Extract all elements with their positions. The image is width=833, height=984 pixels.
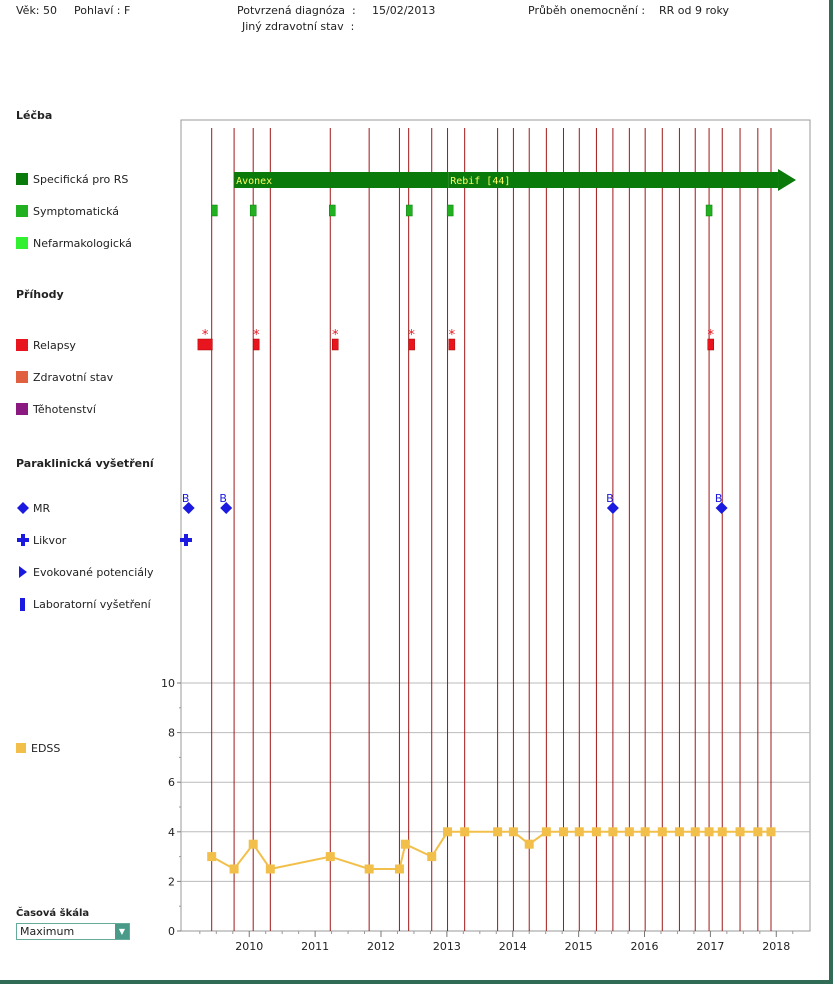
legend-health-label: Zdravotní stav [33,370,114,384]
relapse-asterisk: * [448,328,456,343]
y-tick-label: 2 [168,875,175,889]
section-events: Příhody [16,288,64,301]
legend-pregnancy-label: Těhotenství [33,402,96,416]
diagnosis-label: Potvrzená diagnóza : [237,4,356,17]
y-tick-label: 0 [168,925,175,938]
section-paraclinical: Paraklinická vyšetření [16,457,154,470]
edss-point [493,827,502,836]
course-value: RR od 9 roky [659,4,729,17]
edss-point [427,852,436,861]
x-tick-label: 2018 [762,940,791,953]
x-tick-label: 2016 [630,940,659,953]
treatment-label-2: Rebif [44] [450,176,511,187]
x-tick-label: 2011 [301,940,330,953]
edss-point [675,827,684,836]
relapse-asterisk: * [707,328,715,343]
x-tick-label: 2015 [564,940,593,953]
edss-point [365,865,374,874]
edss-point [575,827,584,836]
patient-age: Věk: 50 [16,4,58,17]
x-tick-label: 2013 [432,940,461,953]
edss-point [460,827,469,836]
x-tick-label: 2010 [235,940,264,953]
symptomatic-marker [250,205,256,216]
section-treatment: Léčba [16,109,53,122]
edss-point [230,865,239,874]
edss-point [559,827,568,836]
edss-point [525,840,534,849]
legend-relapse-label: Relapsy [33,338,76,352]
other-health-label: Jiný zdravotní stav : [242,20,355,33]
relapse-asterisk: * [332,328,339,343]
mr-label: B [219,492,227,505]
edss-point [767,827,776,836]
edss-point [266,865,275,874]
legend-evoked-label: Evokované potenciály [33,565,154,579]
x-tick-label: 2017 [696,940,725,953]
edss-point [542,827,551,836]
symptomatic-marker [447,205,453,216]
plot-frame [181,120,810,931]
edss-point [207,852,216,861]
course-label: Průběh onemocnění : [528,4,646,17]
symptomatic-marker [211,205,217,216]
edss-point [718,827,727,836]
edss-point [658,827,667,836]
patient-sex: Pohlaví : F [74,4,131,17]
symptomatic-marker [706,205,712,216]
mr-label: B [181,492,190,505]
edss-point [509,827,518,836]
edss-point [395,865,404,874]
edss-point [443,827,452,836]
edss-point [592,827,601,836]
legend-lab-label: Laboratorní vyšetření [33,597,151,611]
relapse-asterisk: * [408,328,415,343]
mr-label: B [606,492,614,505]
edss-point [753,827,762,836]
legend-specific-label: Specifická pro RS [33,172,129,186]
relapse-asterisk: * [252,328,260,343]
edss-point [608,827,617,836]
edss-point [326,852,335,861]
edss-point [401,840,410,849]
relapse-asterisk: * [201,328,209,343]
edss-point [691,827,700,836]
edss-point [249,840,258,849]
diagnosis-date: 15/02/2013 [372,4,436,17]
edss-point [625,827,634,836]
legend-csf-label: Likvor [33,533,67,547]
time-scale-value: Maximum [20,925,75,938]
chevron-down-icon[interactable]: ▼ [115,924,129,939]
time-scale-label: Časová škála [16,908,90,919]
y-tick-label: 8 [168,726,175,740]
y-tick-label: 6 [168,776,175,790]
legend-nonpharm-label: Nefarmakologická [33,236,132,250]
x-tick-label: 2014 [498,940,527,953]
edss-point [736,827,745,836]
treatment-label-1: Avonex [236,176,273,187]
y-tick-label: 10 [161,677,175,690]
x-tick-label: 2012 [367,940,395,953]
symptomatic-marker [406,205,412,216]
mr-label: B [714,492,723,505]
legend-mr-label: MR [33,501,51,515]
symptomatic-marker [329,205,335,216]
legend-edss-label: EDSS [31,741,61,755]
edss-point [705,827,714,836]
y-tick-label: 4 [168,825,175,839]
legend-symptomatic-label: Symptomatická [33,204,120,218]
edss-point [641,827,650,836]
